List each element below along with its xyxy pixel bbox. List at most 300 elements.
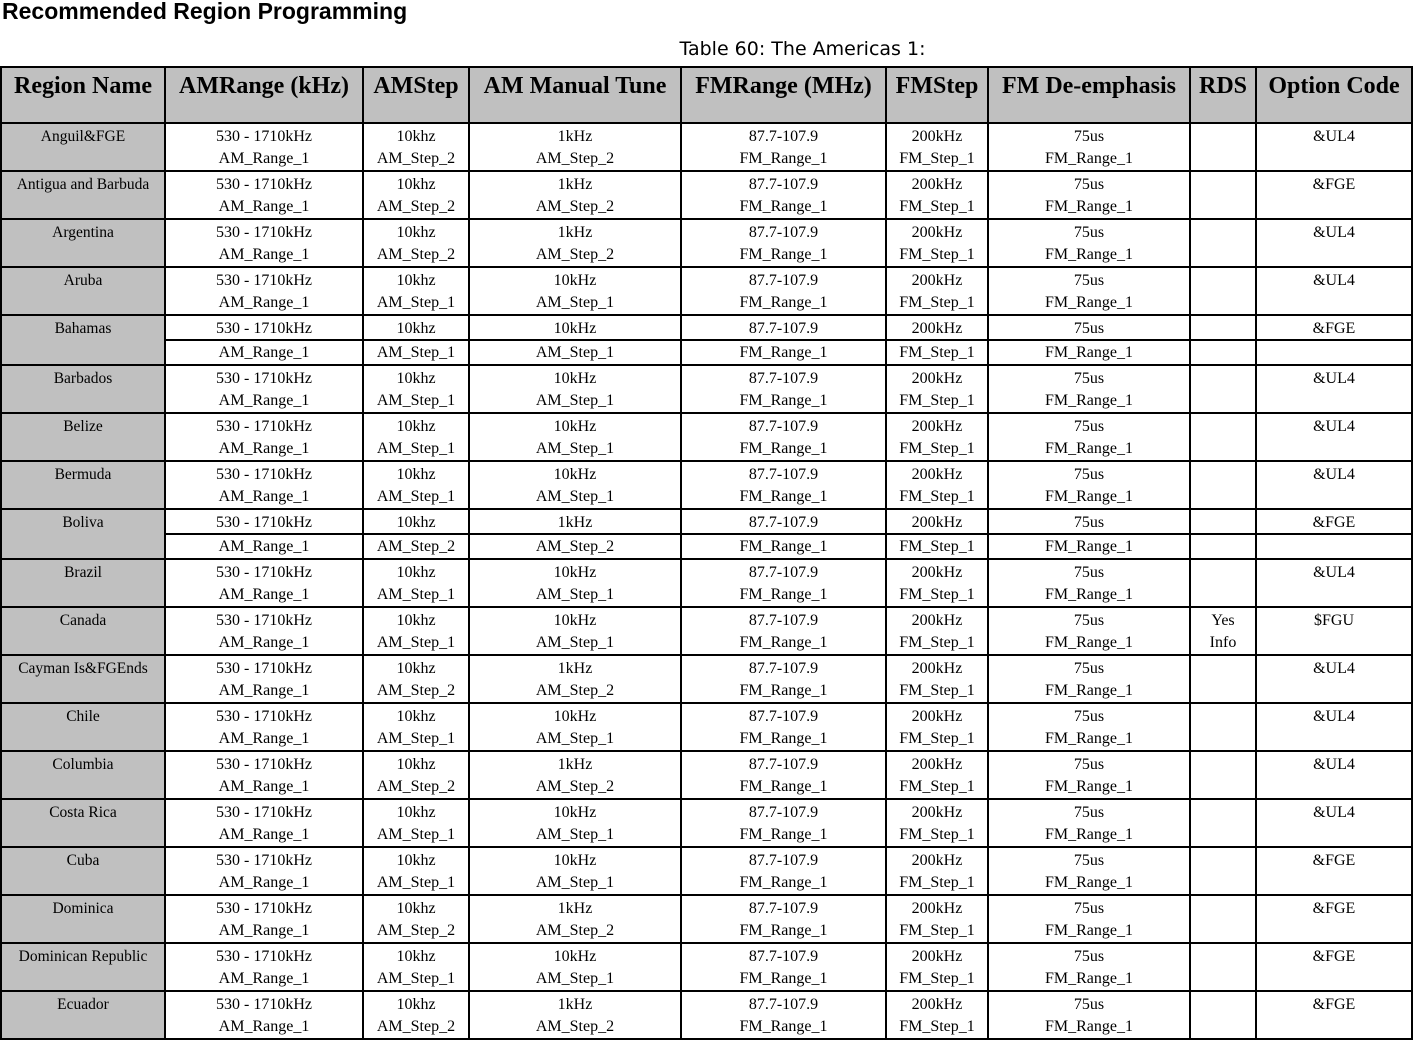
rds-cell-code (1191, 871, 1255, 894)
region-name: Brazil (64, 564, 102, 581)
rds-cell (1190, 895, 1256, 943)
fm-range-cell-value: 87.7-107.9 (748, 612, 819, 629)
am-manual-tune-cell-value: 10kHz (553, 612, 597, 629)
fm-deemphasis-cell (988, 703, 1190, 751)
rds-cell (1190, 171, 1256, 219)
am-manual-tune-cell-code: AM_Step_2 (535, 922, 615, 939)
table-row (1, 123, 1412, 171)
am-range-cell (165, 461, 363, 509)
rds-cell-code (1191, 341, 1255, 364)
fm-step-cell (886, 365, 988, 413)
fm-range-cell (681, 461, 886, 509)
region-name: Dominican Republic (18, 948, 148, 965)
fm-deemphasis-cell-value: 75us (1073, 948, 1105, 965)
am-manual-tune-cell-code: AM_Step_1 (535, 392, 615, 409)
am-range-cell-code: AM_Range_1 (218, 392, 310, 409)
am-manual-tune-cell (469, 607, 681, 655)
am-step-cell (363, 943, 469, 991)
fm-deemphasis-cell-value: 75us (1073, 466, 1105, 483)
am-step-cell (363, 219, 469, 267)
am-step-cell-value: 10khz (396, 564, 436, 581)
fm-step-cell-value: 200kHz (911, 466, 963, 483)
option-code: &FGE (1312, 176, 1356, 193)
table-body (1, 123, 1412, 1039)
region-name-cell (1, 943, 165, 991)
fm-range-cell (681, 219, 886, 267)
rds-cell-code (1191, 1015, 1255, 1038)
am-manual-tune-cell (469, 509, 681, 559)
fm-deemphasis-cell-code: FM_Range_1 (1045, 730, 1133, 747)
fm-deemphasis-cell-value: 75us (1073, 176, 1105, 193)
fm-step-cell-code: FM_Step_1 (899, 682, 975, 699)
region-name: Antigua and Barbuda (16, 176, 150, 193)
fm-deemphasis-cell-code: FM_Range_1 (1045, 488, 1133, 505)
am-manual-tune-cell-value: 1kHz (469, 511, 681, 535)
am-range-cell-value: 530 - 1710kHz (216, 660, 312, 677)
am-manual-tune-cell-code: AM_Step_1 (535, 440, 615, 457)
option-code-cell (1256, 123, 1412, 171)
am-step-cell-value: 10khz (396, 660, 436, 677)
fm-range-cell (681, 703, 886, 751)
am-range-cell (165, 655, 363, 703)
fm-deemphasis-cell (988, 219, 1190, 267)
am-manual-tune-cell-value: 10kHz (553, 948, 597, 965)
fm-deemphasis-cell (988, 799, 1190, 847)
fm-range-cell-code: FM_Range_1 (739, 874, 828, 891)
fm-range-cell (681, 991, 886, 1039)
option-code: &UL4 (1313, 756, 1355, 773)
fm-deemphasis-cell (988, 171, 1190, 219)
am-manual-tune-cell (469, 559, 681, 607)
am-step-cell-value: 10khz (396, 224, 436, 241)
table-row (1, 365, 1412, 413)
fm-deemphasis-cell-code: FM_Range_1 (1045, 538, 1133, 555)
option-code: &UL4 (1313, 708, 1355, 725)
fm-deemphasis-cell-code: FM_Range_1 (1045, 246, 1133, 263)
fm-range-cell-value: 87.7-107.9 (748, 804, 819, 821)
fm-range-cell-code: FM_Range_1 (739, 440, 828, 457)
fm-step-cell-code: FM_Step_1 (899, 922, 975, 939)
option-code-empty (1257, 1015, 1411, 1038)
fm-deemphasis-cell (988, 607, 1190, 655)
fm-range-cell-code: FM_Range_1 (739, 634, 828, 651)
option-code-empty (1257, 389, 1411, 412)
am-range-cell-value: 530 - 1710kHz (216, 466, 312, 483)
am-range-cell-code: AM_Range_1 (218, 730, 310, 747)
fm-step-cell-code: FM_Step_1 (899, 826, 975, 843)
option-code-cell (1256, 895, 1412, 943)
table-row (1, 655, 1412, 703)
fm-deemphasis-cell-value: 75us (1073, 660, 1105, 677)
fm-range-cell-code: FM_Range_1 (739, 682, 828, 699)
am-step-cell-value: 10khz (363, 317, 469, 341)
fm-range-cell-code: FM_Range_1 (739, 922, 828, 939)
am-step-cell-value: 10khz (396, 948, 436, 965)
fm-range-cell-code: FM_Range_1 (739, 344, 828, 361)
option-code-cell (1256, 607, 1412, 655)
am-range-cell (165, 991, 363, 1039)
rds-cell-value (1191, 173, 1255, 195)
am-step-cell (363, 509, 469, 559)
am-range-cell (165, 607, 363, 655)
am-manual-tune-cell-value: 10kHz (553, 564, 597, 581)
option-code-empty (1257, 535, 1411, 558)
fm-range-cell-code: FM_Range_1 (739, 246, 828, 263)
am-range-cell-value: 530 - 1710kHz (216, 176, 312, 193)
rds-cell-value (1191, 945, 1255, 967)
rds-cell-code (1191, 291, 1255, 314)
am-range-cell-value: 530 - 1710kHz (216, 900, 312, 917)
fm-step-cell-code: FM_Step_1 (899, 874, 975, 891)
table-row (1, 895, 1412, 943)
am-step-cell-code: AM_Step_2 (376, 682, 456, 699)
fm-range-cell (681, 607, 886, 655)
rds-cell-code (1191, 147, 1255, 170)
am-manual-tune-cell (469, 703, 681, 751)
fm-step-cell-value: 200kHz (911, 224, 963, 241)
am-manual-tune-cell-code: AM_Step_2 (535, 1018, 615, 1035)
region-name-cell (1, 267, 165, 315)
rds-cell-code (1191, 919, 1255, 942)
fm-range-cell-code: FM_Range_1 (739, 150, 828, 167)
fm-step-cell-value: 200kHz (911, 804, 963, 821)
am-range-cell-value: 530 - 1710kHz (216, 852, 312, 869)
fm-deemphasis-cell (988, 895, 1190, 943)
fm-step-cell-code: FM_Step_1 (899, 392, 975, 409)
am-step-cell-value: 10khz (396, 128, 436, 145)
region-name: Chile (66, 708, 100, 725)
am-step-cell-code: AM_Step_1 (376, 392, 456, 409)
fm-deemphasis-cell-value: 75us (1073, 708, 1105, 725)
fm-range-cell (681, 267, 886, 315)
am-range-cell-value: 530 - 1710kHz (216, 708, 312, 725)
am-range-cell-value: 530 - 1710kHz (165, 317, 363, 341)
am-step-cell-value: 10khz (396, 996, 436, 1013)
option-code-empty (1257, 291, 1411, 314)
fm-step-cell (886, 895, 988, 943)
fm-step-cell-value: 200kHz (911, 756, 963, 773)
fm-range-cell (681, 559, 886, 607)
am-step-cell-code: AM_Step_2 (376, 778, 456, 795)
fm-deemphasis-cell-value: 75us (1073, 852, 1105, 869)
fm-deemphasis-cell (988, 315, 1190, 365)
am-range-cell-value: 530 - 1710kHz (216, 756, 312, 773)
fm-deemphasis-cell (988, 559, 1190, 607)
rds-cell (1190, 315, 1256, 365)
fm-step-cell-value: 200kHz (911, 996, 963, 1013)
option-code-empty (1257, 631, 1411, 654)
option-code-cell (1256, 703, 1412, 751)
rds-cell-value (1191, 657, 1255, 679)
rds-cell (1190, 751, 1256, 799)
rds-cell-code (1191, 485, 1255, 508)
am-step-cell-value: 10khz (396, 370, 436, 387)
rds-cell-value (1191, 463, 1255, 485)
am-step-cell-code: AM_Step_1 (376, 730, 456, 747)
fm-step-cell-code: FM_Step_1 (899, 730, 975, 747)
region-name-cell (1, 799, 165, 847)
am-manual-tune-cell-value: 1kHz (557, 176, 593, 193)
am-manual-tune-cell-code: AM_Step_1 (535, 874, 615, 891)
rds-cell-value (1191, 849, 1255, 871)
rds-cell (1190, 123, 1256, 171)
am-manual-tune-cell (469, 751, 681, 799)
rds-cell (1190, 509, 1256, 559)
option-code: &FGE (1312, 900, 1356, 917)
region-name: Costa Rica (49, 804, 117, 821)
rds-cell-code (1191, 583, 1255, 606)
fm-range-cell (681, 171, 886, 219)
option-code-empty (1257, 823, 1411, 846)
fm-step-cell-value: 200kHz (911, 272, 963, 289)
option-code-empty (1257, 967, 1411, 990)
rds-cell-code (1191, 437, 1255, 460)
fm-step-cell-value: 200kHz (911, 948, 963, 965)
am-step-cell (363, 751, 469, 799)
am-manual-tune-cell-value: 1kHz (557, 756, 593, 773)
am-manual-tune-cell-code: AM_Step_1 (535, 730, 615, 747)
region-name: Ecuador (57, 996, 109, 1013)
fm-step-cell (886, 413, 988, 461)
am-step-cell (363, 607, 469, 655)
am-step-cell (363, 703, 469, 751)
fm-deemphasis-cell-code: FM_Range_1 (1045, 344, 1133, 361)
fm-deemphasis-cell (988, 751, 1190, 799)
am-manual-tune-cell-value: 1kHz (557, 660, 593, 677)
am-manual-tune-cell-value: 1kHz (557, 224, 593, 241)
region-name-cell (1, 219, 165, 267)
option-code-cell (1256, 559, 1412, 607)
table-row (1, 315, 1412, 365)
table-row (1, 509, 1412, 559)
region-name-cell (1, 413, 165, 461)
am-range-cell-value: 530 - 1710kHz (216, 370, 312, 387)
rds-cell (1190, 607, 1256, 655)
am-manual-tune-cell-code: AM_Step_2 (535, 538, 615, 555)
rds-cell-code (1191, 535, 1255, 558)
am-step-cell-value: 10khz (396, 756, 436, 773)
table-row (1, 847, 1412, 895)
am-range-cell-value: 530 - 1710kHz (216, 996, 312, 1013)
fm-deemphasis-cell-value: 75us (1073, 370, 1105, 387)
fm-range-cell-value: 87.7-107.9 (748, 708, 819, 725)
fm-range-cell-value: 87.7-107.9 (748, 564, 819, 581)
fm-deemphasis-cell-value: 75us (1073, 224, 1105, 241)
am-range-cell-code: AM_Range_1 (218, 198, 310, 215)
fm-deemphasis-cell-value: 75us (1073, 756, 1105, 773)
table-row (1, 461, 1412, 509)
fm-deemphasis-cell-value: 75us (1073, 804, 1105, 821)
am-manual-tune-cell-code: AM_Step_1 (535, 344, 615, 361)
fm-range-cell (681, 895, 886, 943)
fm-deemphasis-cell-value: 75us (988, 317, 1190, 341)
rds-cell-code (1191, 727, 1255, 750)
option-code-empty (1257, 679, 1411, 702)
fm-step-cell-code: FM_Step_1 (899, 198, 975, 215)
am-step-cell-value: 10khz (396, 852, 436, 869)
am-range-cell-code: AM_Range_1 (218, 246, 310, 263)
am-manual-tune-cell-value: 10kHz (553, 804, 597, 821)
option-code-cell (1256, 219, 1412, 267)
am-step-cell-code: AM_Step_1 (376, 970, 456, 987)
fm-deemphasis-cell-code: FM_Range_1 (1045, 682, 1133, 699)
option-code-empty (1257, 727, 1411, 750)
fm-step-cell (886, 703, 988, 751)
am-step-cell-code: AM_Step_1 (376, 634, 456, 651)
option-code-empty (1257, 437, 1411, 460)
am-step-cell-code: AM_Step_1 (376, 344, 456, 361)
fm-range-cell (681, 799, 886, 847)
option-code-empty (1257, 195, 1411, 218)
option-code-cell (1256, 943, 1412, 991)
am-step-cell-code: AM_Step_1 (376, 826, 456, 843)
am-step-cell (363, 267, 469, 315)
am-step-cell (363, 413, 469, 461)
rds-cell (1190, 559, 1256, 607)
fm-deemphasis-cell-code: FM_Range_1 (1045, 826, 1133, 843)
am-manual-tune-cell (469, 365, 681, 413)
rds-cell (1190, 413, 1256, 461)
am-step-cell-code: AM_Step_2 (376, 246, 456, 263)
fm-deemphasis-cell-value: 75us (1073, 418, 1105, 435)
rds-cell-value (1191, 753, 1255, 775)
am-range-cell (165, 413, 363, 461)
column-header-rds: RDS (1190, 67, 1256, 123)
am-range-cell-value: 530 - 1710kHz (216, 564, 312, 581)
fm-range-cell-code: FM_Range_1 (739, 586, 828, 603)
region-programming-table (0, 66, 1413, 1040)
fm-deemphasis-cell (988, 847, 1190, 895)
am-manual-tune-cell-value: 10kHz (469, 317, 681, 341)
am-range-cell-code: AM_Range_1 (218, 488, 310, 505)
fm-step-cell-value: 200kHz (911, 852, 963, 869)
region-name-cell (1, 365, 165, 413)
fm-step-cell-value: 200kHz (911, 660, 963, 677)
region-name-cell (1, 171, 165, 219)
fm-deemphasis-cell-value: 75us (1073, 128, 1105, 145)
rds-cell-value: Yes (1211, 612, 1235, 629)
fm-step-cell-code: FM_Step_1 (899, 778, 975, 795)
am-manual-tune-cell-code: AM_Step_1 (535, 826, 615, 843)
fm-deemphasis-cell-value: 75us (1073, 612, 1105, 629)
fm-step-cell-value: 200kHz (911, 612, 963, 629)
fm-range-cell-value: 87.7-107.9 (748, 128, 819, 145)
option-code: &FGE (1312, 996, 1356, 1013)
am-range-cell-value: 530 - 1710kHz (216, 418, 312, 435)
am-step-cell (363, 991, 469, 1039)
rds-cell-value (1191, 367, 1255, 389)
rds-cell-value (1191, 415, 1255, 437)
am-step-cell (363, 461, 469, 509)
fm-range-cell-value: 87.7-107.9 (748, 996, 819, 1013)
am-range-cell-code: AM_Range_1 (218, 150, 310, 167)
am-manual-tune-cell-code: AM_Step_1 (535, 488, 615, 505)
fm-range-cell (681, 509, 886, 559)
am-step-cell (363, 365, 469, 413)
fm-step-cell-value: 200kHz (886, 317, 988, 341)
am-manual-tune-cell (469, 171, 681, 219)
option-code-empty (1257, 583, 1411, 606)
fm-deemphasis-cell (988, 123, 1190, 171)
option-code-cell (1256, 315, 1412, 365)
am-range-cell (165, 559, 363, 607)
fm-range-cell-code: FM_Range_1 (739, 778, 828, 795)
am-range-cell-code: AM_Range_1 (218, 826, 310, 843)
region-name-cell (1, 607, 165, 655)
fm-deemphasis-cell-value: 75us (1073, 272, 1105, 289)
fm-step-cell-value: 200kHz (911, 418, 963, 435)
fm-step-cell-code: FM_Step_1 (899, 634, 975, 651)
option-code-cell (1256, 655, 1412, 703)
am-manual-tune-cell (469, 847, 681, 895)
rds-cell (1190, 365, 1256, 413)
option-code: &UL4 (1313, 660, 1355, 677)
am-step-cell-value: 10khz (396, 466, 436, 483)
am-step-cell-code: AM_Step_2 (376, 1018, 456, 1035)
fm-deemphasis-cell-code: FM_Range_1 (1045, 1018, 1133, 1035)
region-name-cell (1, 751, 165, 799)
fm-step-cell-code: FM_Step_1 (899, 344, 975, 361)
option-code-cell (1256, 413, 1412, 461)
fm-step-cell-code: FM_Step_1 (899, 488, 975, 505)
am-range-cell-code: AM_Range_1 (218, 922, 310, 939)
am-step-cell-code: AM_Step_1 (376, 294, 456, 311)
fm-step-cell (886, 655, 988, 703)
fm-step-cell-value: 200kHz (911, 176, 963, 193)
option-code: &UL4 (1313, 370, 1355, 387)
fm-deemphasis-cell-code: FM_Range_1 (1045, 922, 1133, 939)
fm-step-cell-code: FM_Step_1 (899, 440, 975, 457)
fm-step-cell (886, 799, 988, 847)
region-name: Columbia (52, 756, 114, 773)
option-code: &UL4 (1313, 224, 1355, 241)
option-code: &UL4 (1313, 272, 1355, 289)
region-name-cell (1, 991, 165, 1039)
region-name: Anguil&FGE (40, 128, 126, 145)
fm-step-cell (886, 943, 988, 991)
option-code-empty (1257, 485, 1411, 508)
fm-range-cell-code: FM_Range_1 (739, 488, 828, 505)
am-manual-tune-cell (469, 123, 681, 171)
page-heading: Recommended Region Programming (2, 0, 408, 24)
fm-step-cell (886, 607, 988, 655)
am-step-cell-code: AM_Step_2 (376, 198, 456, 215)
fm-range-cell-code: FM_Range_1 (739, 1018, 828, 1035)
region-name-cell (1, 703, 165, 751)
table-row (1, 171, 1412, 219)
fm-step-cell-value: 200kHz (886, 511, 988, 535)
fm-range-cell-code: FM_Range_1 (739, 970, 828, 987)
fm-step-cell (886, 219, 988, 267)
option-code-empty (1257, 341, 1411, 364)
fm-range-cell-value: 87.7-107.9 (681, 511, 886, 535)
am-range-cell-code: AM_Range_1 (218, 538, 310, 555)
option-code: $FGU (1313, 612, 1354, 629)
fm-step-cell-value: 200kHz (911, 128, 963, 145)
column-header-region-name: Region Name (1, 67, 165, 123)
option-code-cell (1256, 799, 1412, 847)
option-code: &UL4 (1313, 804, 1355, 821)
am-step-cell-code: AM_Step_1 (376, 440, 456, 457)
am-manual-tune-cell-value: 10kHz (553, 466, 597, 483)
am-manual-tune-cell-value: 1kHz (557, 128, 593, 145)
rds-cell-value (1191, 269, 1255, 291)
fm-deemphasis-cell-code: FM_Range_1 (1045, 294, 1133, 311)
am-step-cell-value: 10khz (396, 900, 436, 917)
fm-deemphasis-cell (988, 509, 1190, 559)
fm-step-cell-code: FM_Step_1 (899, 538, 975, 555)
fm-deemphasis-cell (988, 413, 1190, 461)
